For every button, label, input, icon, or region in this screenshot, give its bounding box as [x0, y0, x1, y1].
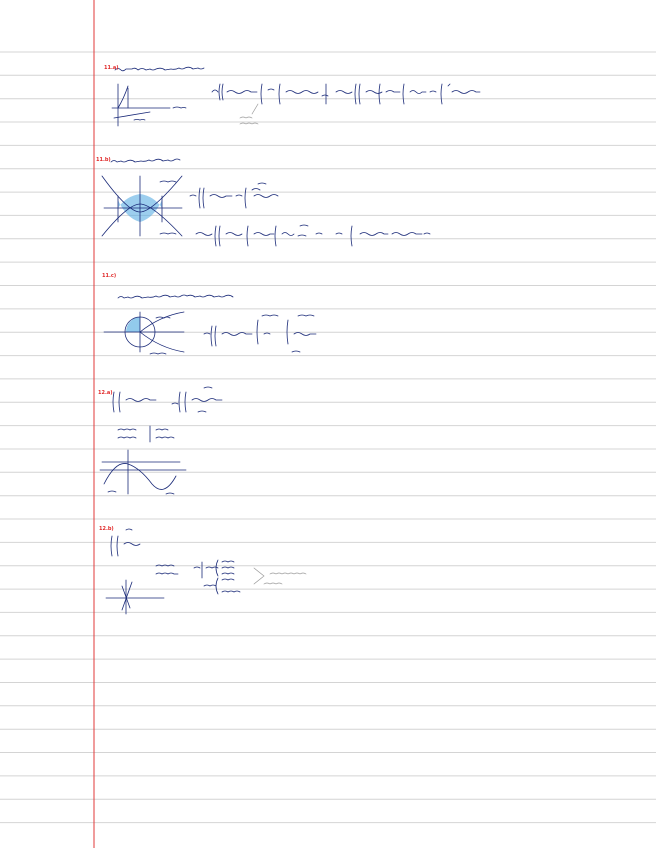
exercise-3-sketch: [104, 312, 184, 354]
exercise-3-polar-integral: [204, 315, 316, 352]
exercise-1-type-ii-line: [336, 84, 480, 104]
exercise-5-bounds: [156, 562, 202, 578]
exercise-3-work: [104, 295, 316, 354]
exercise-1-sketch: [112, 84, 186, 126]
exercise-1-domain-definition: [115, 67, 204, 71]
exercise-5-sketch: [106, 580, 164, 614]
exercise-label-2: 11.b): [96, 157, 111, 163]
exercise-label-4: 12.a): [98, 390, 113, 396]
exercise-4-bounds: [118, 426, 174, 442]
exercise-label-3: 11.c): [102, 273, 117, 279]
exercise-5-work: [106, 529, 240, 614]
exercise-4-work: [100, 387, 222, 494]
exercise-1-pencil-note: [240, 104, 258, 124]
exercise-1-work: [112, 67, 480, 126]
exercise-5-pencil-note: [254, 568, 306, 584]
exercise-2-sketch: [102, 176, 182, 236]
exercise-2-type-ii-line: [196, 225, 430, 246]
exercise-1-integral-line: [212, 84, 328, 104]
exercise-3-domain-definition: [118, 295, 233, 298]
exercise-2-work: [102, 159, 430, 246]
exercise-4-iterated-integrals: [113, 387, 222, 412]
exercise-label-5: 12.b): [99, 526, 114, 532]
exercise-2-type-i-line: [190, 183, 278, 208]
ruled-lines: [0, 52, 656, 823]
exercise-label-1: 11.a): [104, 65, 119, 71]
exercise-2-domain-definition: [111, 159, 180, 162]
